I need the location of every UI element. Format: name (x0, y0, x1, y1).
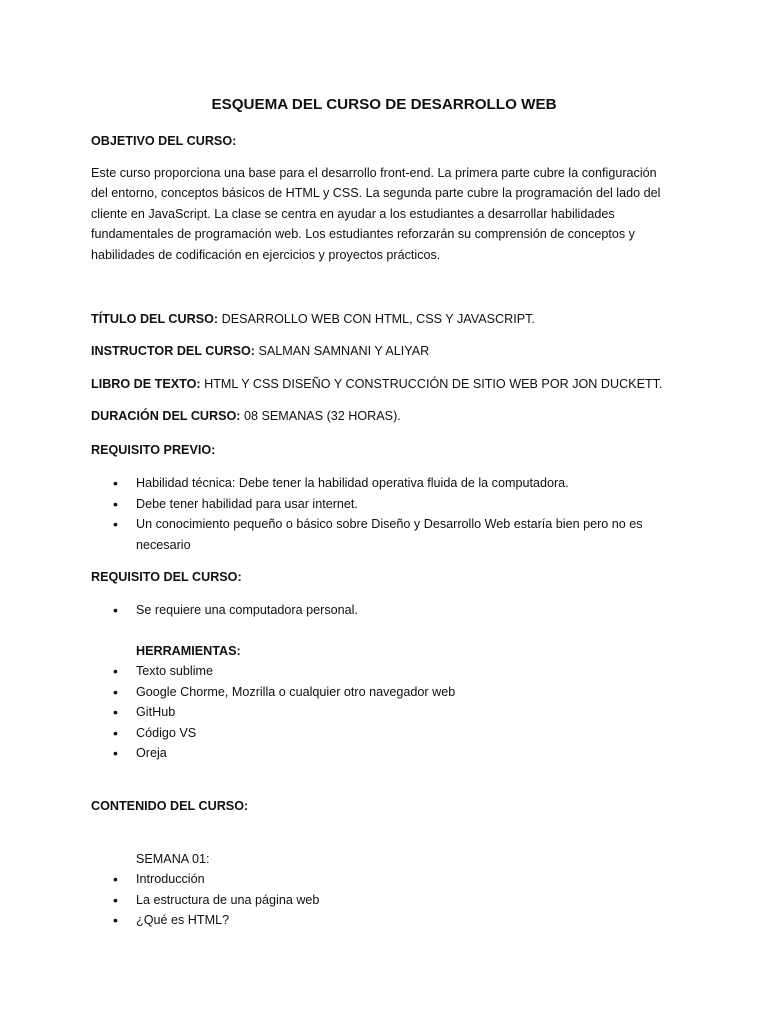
week-list-wrapper (91, 869, 671, 931)
list-item (91, 514, 691, 555)
duration-row (91, 406, 671, 426)
list-item: • Código VS (91, 723, 671, 744)
textbook-value: HTML Y CSS DISEÑO Y CONSTRUCCIÓN DE SITIO WEB POR JON DUCKETT. (204, 377, 663, 391)
course-content-heading: CONTENIDO DEL CURSO: (91, 799, 249, 813)
instructor-label: INSTRUCTOR DEL CURSO: (91, 344, 255, 358)
week-label: SEMANA 01: (136, 852, 210, 866)
objective-line: habilidades de codificación en ejercicios y proyectos prácticos. (91, 247, 441, 262)
list-item: • Debe tener habilidad para usar internet. (91, 494, 691, 515)
list-item: • La estructura de una página web (91, 890, 671, 911)
list-item: • Oreja (91, 743, 671, 764)
textbook-row (91, 374, 671, 394)
course-title-value: DESARROLLO WEB CON HTML, CSS Y JAVASCRIPT. (221, 312, 535, 326)
list-item-line: Un conocimiento pequeño o básico sobre Diseño y Desarrollo Web estaría bien pero no es (136, 517, 643, 532)
page-title: ESQUEMA DEL CURSO DE DESARROLLO WEB (211, 96, 557, 113)
tools-list (91, 661, 671, 764)
list-item: • Texto sublime (91, 661, 671, 682)
list-item: • Se requiere una computadora personal. (91, 600, 671, 621)
course-title-row (91, 309, 671, 329)
week-list (91, 869, 671, 931)
course-title-label: TÍTULO DEL CURSO: (91, 312, 219, 326)
list-item: • Introducción (91, 869, 671, 890)
objective-paragraph (91, 163, 691, 265)
tools-heading: HERRAMIENTAS: (136, 644, 241, 658)
list-item-line: necesario (136, 537, 191, 552)
duration-label: DURACIÓN DEL CURSO: (91, 409, 241, 423)
tools-list-wrapper (91, 661, 671, 764)
textbook-label: LIBRO DE TEXTO: (91, 377, 201, 391)
prerequisite-heading: REQUISITO PREVIO: (91, 443, 216, 457)
course-requirement-heading: REQUISITO DEL CURSO: (91, 570, 242, 584)
objective-line: cliente en JavaScript. La clase se centra en ayudar a los estudiantes a desarrollar habilidades (91, 206, 615, 221)
list-item: • Habilidad técnica: Debe tener la habilidad operativa fluida de la computadora. (91, 473, 691, 494)
instructor-row (91, 341, 671, 361)
objective-heading: OBJETIVO DEL CURSO: (91, 134, 237, 148)
list-item: • Google Chorme, Mozrilla o cualquier otro navegador web (91, 682, 671, 703)
objective-line: fundamentales de programación web. Los estudiantes reforzarán su comprensión de conceptos y (91, 227, 635, 242)
prerequisite-list-wrapper (91, 473, 691, 555)
list-item: • GitHub (91, 702, 671, 723)
objective-line: Este curso proporciona una base para el desarrollo front-end. La primera parte cubre la configuración (91, 166, 657, 180)
course-requirement-list-wrapper (91, 600, 671, 621)
course-requirement-list (91, 600, 671, 621)
prerequisite-list (91, 473, 691, 555)
instructor-value: SALMAN SAMNANI Y ALIYAR (258, 344, 430, 358)
duration-value: 08 SEMANAS (32 HORAS). (244, 409, 401, 423)
list-item: • ¿Qué es HTML? (91, 910, 671, 931)
objective-line: del entorno, conceptos básicos de HTML y CSS. La segunda parte cubre la programación del lado del (91, 186, 661, 201)
